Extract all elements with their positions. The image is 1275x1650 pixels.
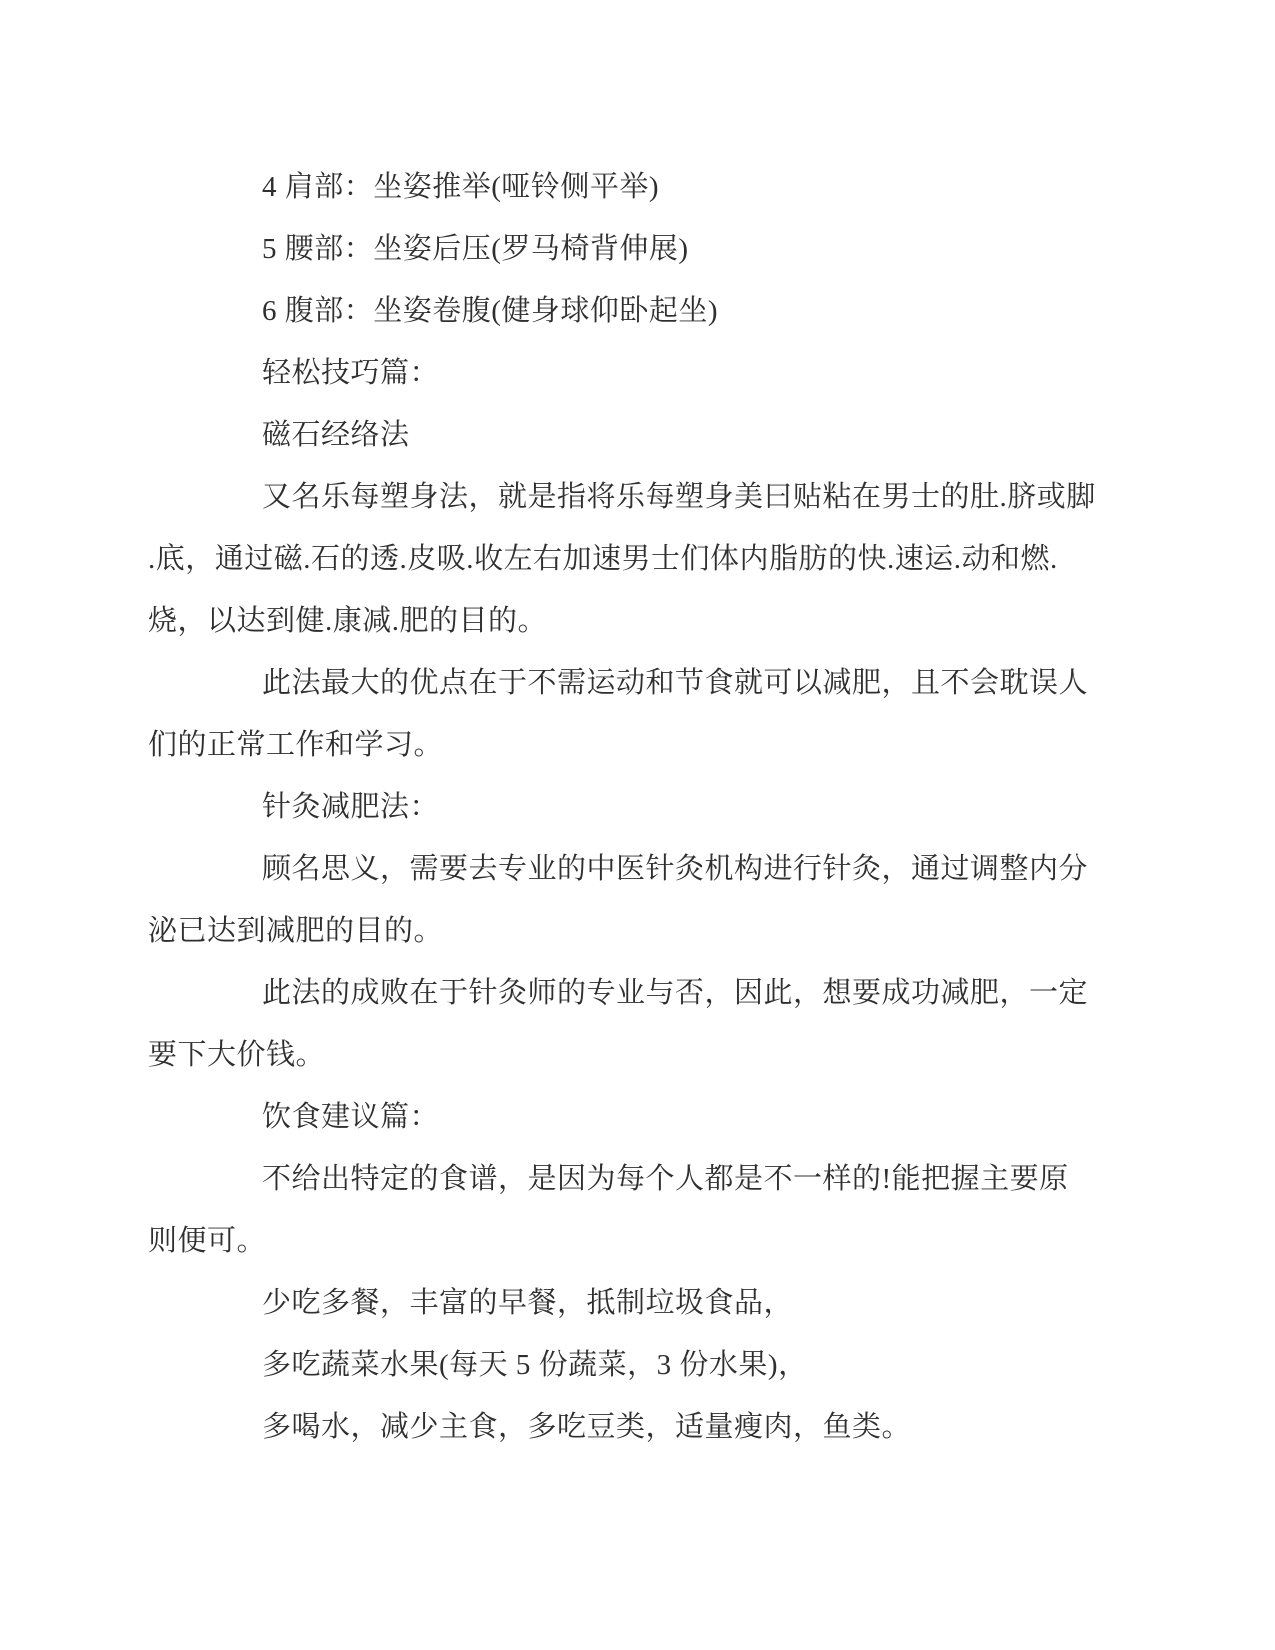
text-line: 烧，以达到健.康减.肥的目的。 xyxy=(148,605,548,637)
text-line: 又名乐每塑身法，就是指将乐每塑身美曰贴粘在男士的肚.脐或脚 xyxy=(262,481,1096,513)
text-line: 顾名思义，需要去专业的中医针灸机构进行针灸，通过调整内分 xyxy=(262,853,1089,885)
text-line: 4 肩部：坐姿推举(哑铃侧平举) xyxy=(262,171,660,203)
text-line: 们的正常工作和学习。 xyxy=(148,729,444,761)
text-line: 此法最大的优点在于不需运动和节食就可以减肥，且不会耽误人 xyxy=(262,667,1089,699)
text-line: 此法的成败在于针灸师的专业与否，因此，想要成功减肥，一定 xyxy=(262,977,1089,1009)
text-line: 5 腰部：坐姿后压(罗马椅背伸展) xyxy=(262,233,689,265)
text-line: .底，通过磁.石的透.皮吸.收左右加速男士们体内脂肪的快.速运.动和燃. xyxy=(148,543,1058,575)
text-line: 多喝水，减少主食，多吃豆类，适量瘦肉，鱼类。 xyxy=(262,1411,912,1443)
text-line: 泌已达到减肥的目的。 xyxy=(148,915,444,947)
text-line: 不给出特定的食谱，是因为每个人都是不一样的!能把握主要原 xyxy=(262,1163,1069,1195)
text-line: 轻松技巧篇： xyxy=(262,357,440,389)
text-line: 饮食建议篇： xyxy=(262,1101,440,1133)
text-line: 要下大价钱。 xyxy=(148,1039,326,1071)
text-line: 磁石经络法 xyxy=(262,419,410,451)
text-line: 针灸减肥法： xyxy=(262,791,440,823)
text-line: 多吃蔬菜水果(每天 5 份蔬菜，3 份水果)， xyxy=(262,1349,808,1381)
text-line: 则便可。 xyxy=(148,1225,267,1257)
text-line: 少吃多餐，丰富的早餐，抵制垃圾食品， xyxy=(262,1287,794,1319)
document-text-block xyxy=(148,156,1098,1458)
text-line: 6 腹部：坐姿卷腹(健身球仰卧起坐) xyxy=(262,295,719,327)
